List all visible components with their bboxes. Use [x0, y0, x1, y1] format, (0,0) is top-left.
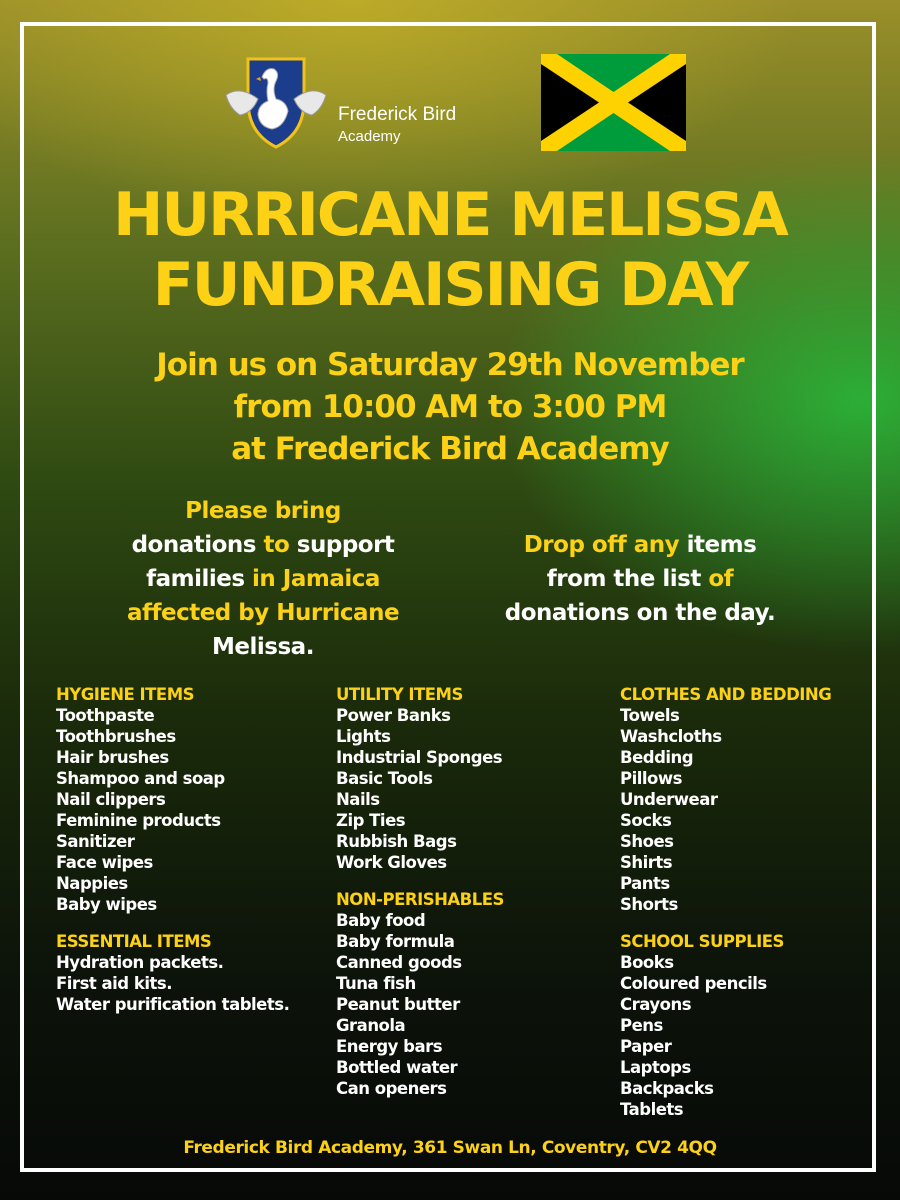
list-item: Rubbish Bags: [336, 832, 457, 851]
list-item: First aid kits.: [56, 974, 172, 993]
list-item: Pillows: [620, 769, 682, 788]
list-item: Work Gloves: [336, 853, 447, 872]
list-item: Can openers: [336, 1079, 447, 1098]
list-item: Bedding: [620, 748, 694, 767]
list-item: Face wipes: [56, 853, 153, 872]
list-item: Backpacks: [620, 1079, 714, 1098]
list-item: Laptops: [620, 1058, 691, 1077]
list-item: Shampoo and soap: [56, 769, 225, 788]
list-item: Shorts: [620, 895, 678, 914]
headline-line-1: HURRICANE MELISSA: [113, 180, 787, 250]
list-item: Shirts: [620, 853, 673, 872]
list-item: Pens: [620, 1016, 663, 1035]
list-item: Zip Ties: [336, 811, 406, 830]
donation-category: [620, 684, 831, 915]
list-item: Toothpaste: [56, 706, 155, 725]
school-subtitle: Academy: [338, 128, 401, 145]
list-item: Nails: [336, 790, 380, 809]
list-item: Underwear: [620, 790, 718, 809]
event-time: from 10:00 AM to 3:00 PM: [233, 389, 667, 425]
list-item: Lights: [336, 727, 391, 746]
donation-category: [620, 931, 831, 1120]
list-item: Books: [620, 953, 674, 972]
list-item: Canned goods: [336, 953, 462, 972]
school-address: Frederick Bird Academy, 361 Swan Ln, Coventry, CV2 4QQ: [183, 1138, 717, 1158]
list-item: Industrial Sponges: [336, 748, 503, 767]
drop-off-instructions: Drop off any items from the list of donations on the day.: [504, 532, 776, 626]
list-item: Peanut butter: [336, 995, 460, 1014]
list-item: Washcloths: [620, 727, 722, 746]
swan-crest-icon: [222, 55, 330, 151]
event-location: at Frederick Bird Academy: [231, 431, 669, 467]
category-title: ESSENTIAL ITEMS: [56, 932, 212, 951]
list-item: Power Banks: [336, 706, 451, 725]
list-item: Water purification tablets.: [56, 995, 290, 1014]
headline-line-2: FUNDRAISING DAY: [152, 250, 748, 320]
list-item: Towels: [620, 706, 680, 725]
list-item: Sanitizer: [56, 832, 135, 851]
list-item: Pants: [620, 874, 670, 893]
donation-category: [336, 684, 504, 873]
donation-appeal: Please bring donations to support families in Jamaica affected by Hurricane Melissa.: [126, 498, 400, 660]
school-name: Frederick Bird: [338, 104, 457, 125]
donation-category: [56, 931, 289, 1015]
list-column-3: [620, 684, 831, 1136]
event-date: Join us on Saturday 29th November: [156, 347, 744, 383]
list-item: Tablets: [620, 1100, 684, 1119]
list-item: Crayons: [620, 995, 692, 1014]
list-item: Baby wipes: [56, 895, 157, 914]
donation-category: [336, 889, 504, 1099]
category-title: UTILITY ITEMS: [336, 685, 463, 704]
list-item: Bottled water: [336, 1058, 458, 1077]
list-item: Hair brushes: [56, 748, 169, 767]
category-title: SCHOOL SUPPLIES: [620, 932, 784, 951]
list-item: Toothbrushes: [56, 727, 176, 746]
list-item: Hydration packets.: [56, 953, 224, 972]
list-column-2: [336, 684, 504, 1115]
list-item: Coloured pencils: [620, 974, 767, 993]
list-item: Nappies: [56, 874, 128, 893]
list-item: Baby food: [336, 911, 426, 930]
category-title: CLOTHES AND BEDDING: [620, 685, 832, 704]
list-item: Basic Tools: [336, 769, 433, 788]
jamaica-flag-icon: [541, 54, 686, 151]
list-item: Socks: [620, 811, 672, 830]
list-item: Energy bars: [336, 1037, 443, 1056]
list-item: Granola: [336, 1016, 406, 1035]
list-item: Baby formula: [336, 932, 455, 951]
category-title: HYGIENE ITEMS: [56, 685, 195, 704]
list-item: Tuna fish: [336, 974, 416, 993]
list-item: Feminine products: [56, 811, 221, 830]
donation-category: [56, 684, 289, 915]
list-item: Nail clippers: [56, 790, 166, 809]
list-item: Paper: [620, 1037, 672, 1056]
list-item: Shoes: [620, 832, 674, 851]
list-column-1: [56, 684, 289, 1031]
category-title: NON-PERISHABLES: [336, 890, 504, 909]
